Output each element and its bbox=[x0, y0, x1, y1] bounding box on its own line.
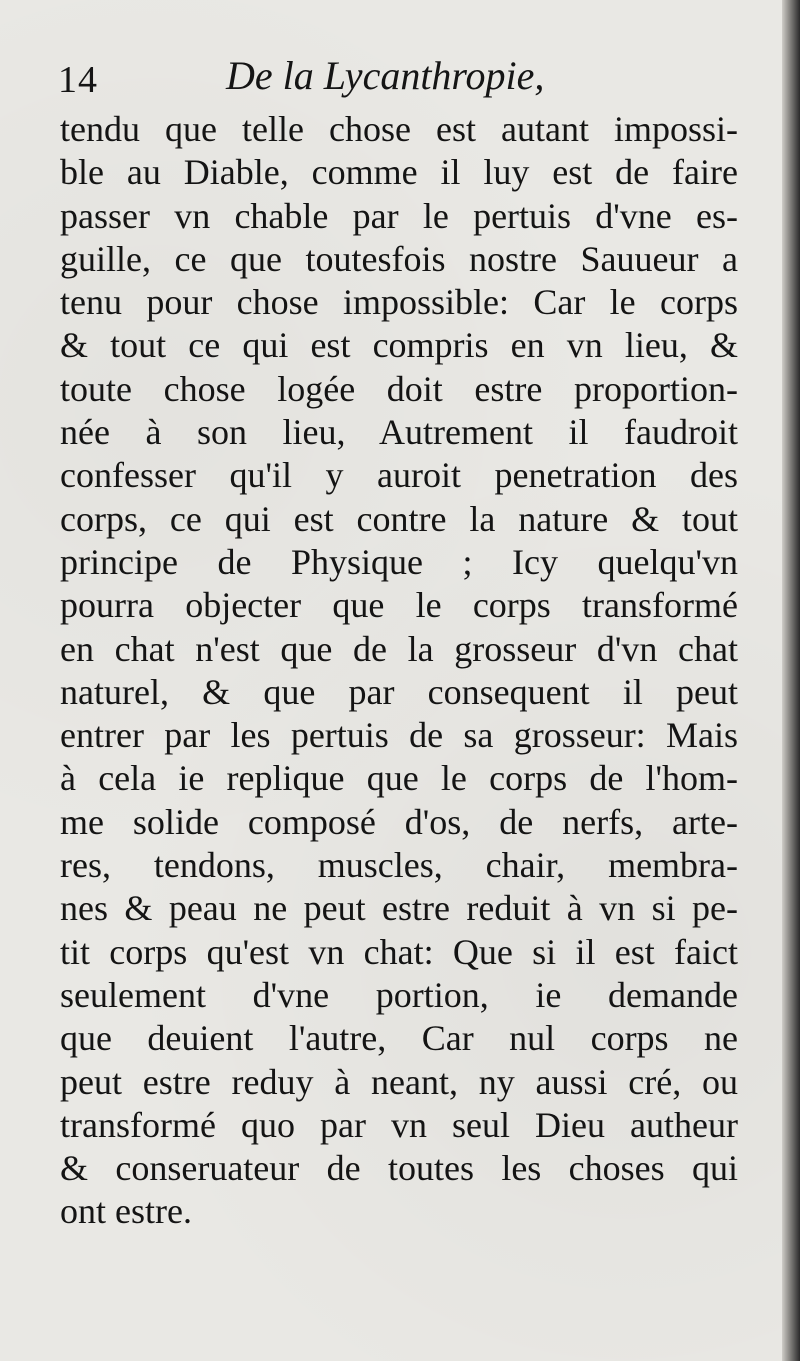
text-line: naturel, & que par consequent il peut bbox=[60, 671, 738, 712]
text-line: ble au Diable, comme il luy est de faire bbox=[60, 152, 738, 193]
text-line: guille, ce que toutesfois nostre Sauueur a bbox=[60, 238, 738, 279]
text-line: tendu que telle chose est autant impossi- bbox=[60, 109, 738, 149]
text-line: transformé quo par vn seul Dieu autheur bbox=[60, 1104, 738, 1145]
text-line: & tout ce qui est compris en vn lieu, & bbox=[60, 325, 738, 366]
text-line: peut estre reduy à neant, ny aussi cré, ou bbox=[60, 1061, 738, 1102]
text-line: nes & peau ne peut estre reduit à vn si pe- bbox=[60, 888, 738, 929]
text-line: à cela ie replique que le corps de l'hom- bbox=[60, 758, 738, 799]
body-text bbox=[60, 108, 738, 1234]
text-line: confesser qu'il y auroit penetration des bbox=[60, 455, 738, 496]
page-number: 14 bbox=[58, 59, 98, 101]
text-line: en chat n'est que de la grosseur d'vn chat bbox=[60, 628, 738, 669]
running-title: De la Lycanthropie, bbox=[226, 53, 545, 98]
text-line: res, tendons, muscles, chair, membra- bbox=[60, 845, 738, 886]
text-line: pourra objecter que le corps transformé bbox=[60, 585, 738, 626]
text-line: tit corps qu'est vn chat: Que si il est faict bbox=[60, 931, 738, 972]
text-line: seulement d'vne portion, ie demande bbox=[60, 974, 738, 1015]
text-line-last: ont estre. bbox=[60, 1191, 192, 1232]
text-line: & conseruateur de toutes les choses qui bbox=[60, 1148, 738, 1189]
text-line: née à son lieu, Autrement il faudroit bbox=[60, 412, 738, 453]
page-edge-shadow bbox=[782, 0, 800, 1361]
text-line: passer vn chable par le pertuis d'vne es- bbox=[60, 195, 738, 236]
page-header bbox=[58, 52, 718, 116]
text-line: me solide composé d'os, de nerfs, arte- bbox=[60, 801, 738, 842]
text-line: toute chose logée doit estre proportion- bbox=[60, 368, 738, 409]
text-line: corps, ce qui est contre la nature & tout bbox=[60, 498, 738, 539]
text-line: que deuient l'autre, Car nul corps ne bbox=[60, 1018, 738, 1059]
text-line: principe de Physique ; Icy quelqu'vn bbox=[60, 541, 738, 582]
text-line: tenu pour chose impossible: Car le corps bbox=[60, 282, 738, 323]
text-line: entrer par les pertuis de sa grosseur: Mais bbox=[60, 715, 738, 756]
